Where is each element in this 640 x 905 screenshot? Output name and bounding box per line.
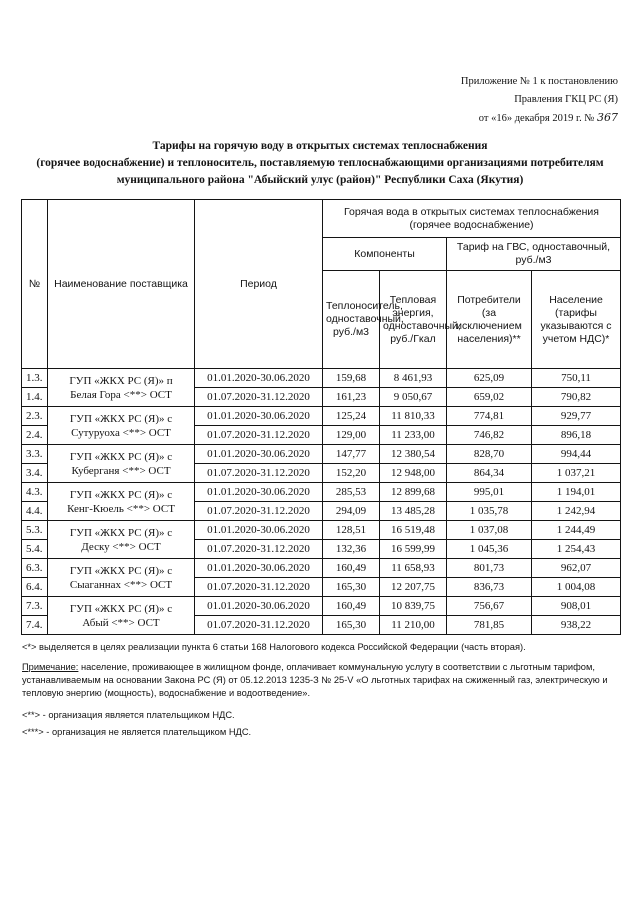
table-row xyxy=(22,445,621,464)
consumers-tariff: 1 035,78 xyxy=(447,502,532,521)
heat-energy-tariff: 12 207,75 xyxy=(380,578,447,597)
population-tariff: 1 254,43 xyxy=(532,540,621,559)
supplier-line-1: ГУП «ЖКХ РС (Я)» п xyxy=(69,374,173,387)
note-4: <***> - организация не является плательщиком НДС. xyxy=(22,727,252,737)
period: 01.01.2020-30.06.2020 xyxy=(195,445,323,464)
note-3: <**> - организация является плательщиком НДС. xyxy=(22,710,235,720)
population-tariff: 994,44 xyxy=(532,445,621,464)
heat-energy-tariff: 9 050,67 xyxy=(380,388,447,407)
heat-energy-tariff: 11 658,93 xyxy=(380,559,447,578)
period: 01.01.2020-30.06.2020 xyxy=(195,521,323,540)
consumers-tariff: 659,02 xyxy=(447,388,532,407)
population-tariff: 1 194,01 xyxy=(532,483,621,502)
row-number: 5.3. xyxy=(22,521,48,540)
supplier-name xyxy=(48,369,195,407)
carrier-tariff: 285,53 xyxy=(323,483,380,502)
table-row xyxy=(22,597,621,616)
supplier-name xyxy=(48,407,195,445)
header-components: Компоненты xyxy=(323,238,447,271)
supplier-line-1: ГУП «ЖКХ РС (Я)» с xyxy=(69,602,173,615)
consumers-tariff: 1 037,08 xyxy=(447,521,532,540)
supplier-line-1: ГУП «ЖКХ РС (Я)» с xyxy=(69,526,173,539)
heat-energy-tariff: 16 519,48 xyxy=(380,521,447,540)
carrier-tariff: 165,30 xyxy=(323,616,380,635)
appendix-date: от «16» декабря 2019 г. № xyxy=(478,113,595,124)
row-number: 7.3. xyxy=(22,597,48,616)
row-number: 6.4. xyxy=(22,578,48,597)
header-supplier: Наименование поставщика xyxy=(48,200,195,369)
population-tariff: 896,18 xyxy=(532,426,621,445)
row-number: 4.3. xyxy=(22,483,48,502)
heat-energy-tariff: 11 233,00 xyxy=(380,426,447,445)
supplier-name xyxy=(48,483,195,521)
supplier-line-2: Куберганя <**> ОСТ xyxy=(71,464,171,477)
supplier-name xyxy=(48,521,195,559)
period: 01.07.2020-31.12.2020 xyxy=(195,502,323,521)
consumers-tariff: 1 045,36 xyxy=(447,540,532,559)
period: 01.01.2020-30.06.2020 xyxy=(195,407,323,426)
supplier-line-1: ГУП «ЖКХ РС (Я)» с xyxy=(69,450,173,463)
population-tariff: 1 004,08 xyxy=(532,578,621,597)
appendix-line-2: Правления ГКЦ РС (Я) xyxy=(514,94,618,105)
period: 01.07.2020-31.12.2020 xyxy=(195,540,323,559)
header-tariff-gvs: Тариф на ГВС, одноставочный, руб./м3 xyxy=(447,238,621,271)
heat-energy-tariff: 8 461,93 xyxy=(380,369,447,388)
heat-energy-tariff: 12 948,00 xyxy=(380,464,447,483)
handwritten-number: 367 xyxy=(597,111,618,124)
table-row xyxy=(22,369,621,388)
supplier-line-2: Деску <**> ОСТ xyxy=(81,540,161,553)
table-row xyxy=(22,483,621,502)
consumers-tariff: 836,73 xyxy=(447,578,532,597)
consumers-tariff: 801,73 xyxy=(447,559,532,578)
row-number: 3.4. xyxy=(22,464,48,483)
title-line-1: Тарифы на горячую воду в открытых системах теплоснабжения xyxy=(152,140,488,152)
carrier-tariff: 152,20 xyxy=(323,464,380,483)
carrier-tariff: 165,30 xyxy=(323,578,380,597)
row-number: 6.3. xyxy=(22,559,48,578)
population-tariff: 750,11 xyxy=(532,369,621,388)
population-tariff: 908,01 xyxy=(532,597,621,616)
header-heat-energy: Тепловая энергия, одноставочный, руб./Гкал xyxy=(380,271,447,369)
header-consumers: Потребители (за исключением населения)** xyxy=(447,271,532,369)
header-period: Период xyxy=(195,200,323,369)
supplier-line-2: Сыаганнах <**> ОСТ xyxy=(69,578,173,591)
supplier-line-2: Белая Гора <**> ОСТ xyxy=(70,388,172,401)
row-number: 5.4. xyxy=(22,540,48,559)
population-tariff: 790,82 xyxy=(532,388,621,407)
heat-energy-tariff: 13 485,28 xyxy=(380,502,447,521)
supplier-line-2: Сутуруоха <**> ОСТ xyxy=(71,426,171,439)
supplier-name xyxy=(48,597,195,635)
row-number: 2.3. xyxy=(22,407,48,426)
note-2 xyxy=(22,661,622,700)
supplier-line-2: Абый <**> ОСТ xyxy=(82,616,160,629)
table-row xyxy=(22,521,621,540)
population-tariff: 1 242,94 xyxy=(532,502,621,521)
note-1: <*> выделяется в целях реализации пункта 6 статьи 168 Налогового кодекса Российской Федерации (часть вторая). xyxy=(22,642,526,652)
appendix-line-3 xyxy=(358,109,618,128)
population-tariff: 1 244,49 xyxy=(532,521,621,540)
period: 01.07.2020-31.12.2020 xyxy=(195,388,323,407)
carrier-tariff: 125,24 xyxy=(323,407,380,426)
table-body xyxy=(22,369,621,635)
header-population: Население (тарифы указываются с учетом НДС)* xyxy=(532,271,621,369)
carrier-tariff: 160,49 xyxy=(323,597,380,616)
consumers-tariff: 756,67 xyxy=(447,597,532,616)
consumers-tariff: 746,82 xyxy=(447,426,532,445)
tariff-table xyxy=(21,199,621,635)
note-2-text: население, проживающее в жилищном фонде, оплачивает коммунальную услугу в соответствии с льготным тарифом, устанавливаемым на основании Закона РС (Я) от 05.12.2013 1235-З № 25-V «О льготных тарифах на сжиженный газ, электрическую и тепловую энергию (мощность), водоснабжение и водоотведение». xyxy=(22,662,608,698)
population-tariff: 938,22 xyxy=(532,616,621,635)
period: 01.01.2020-30.06.2020 xyxy=(195,559,323,578)
period: 01.07.2020-31.12.2020 xyxy=(195,578,323,597)
supplier-name xyxy=(48,445,195,483)
heat-energy-tariff: 12 380,54 xyxy=(380,445,447,464)
row-number: 3.3. xyxy=(22,445,48,464)
population-tariff: 929,77 xyxy=(532,407,621,426)
population-tariff: 962,07 xyxy=(532,559,621,578)
appendix-line-1: Приложение № 1 к постановлению xyxy=(460,76,618,87)
consumers-tariff: 864,34 xyxy=(447,464,532,483)
consumers-tariff: 781,85 xyxy=(447,616,532,635)
consumers-tariff: 828,70 xyxy=(447,445,532,464)
supplier-line-1: ГУП «ЖКХ РС (Я)» с xyxy=(69,412,173,425)
heat-energy-tariff: 12 899,68 xyxy=(380,483,447,502)
row-number: 2.4. xyxy=(22,426,48,445)
period: 01.01.2020-30.06.2020 xyxy=(195,483,323,502)
appendix-header xyxy=(358,73,618,128)
carrier-tariff: 132,36 xyxy=(323,540,380,559)
period: 01.07.2020-31.12.2020 xyxy=(195,426,323,445)
consumers-tariff: 995,01 xyxy=(447,483,532,502)
period: 01.01.2020-30.06.2020 xyxy=(195,597,323,616)
carrier-tariff: 147,77 xyxy=(323,445,380,464)
carrier-tariff: 128,51 xyxy=(323,521,380,540)
period: 01.07.2020-31.12.2020 xyxy=(195,464,323,483)
supplier-name xyxy=(48,559,195,597)
carrier-tariff: 161,23 xyxy=(323,388,380,407)
carrier-tariff: 160,49 xyxy=(323,559,380,578)
header-carrier: Теплоноситель, одноставочный, руб./м3 xyxy=(323,271,380,369)
heat-energy-tariff: 11 210,00 xyxy=(380,616,447,635)
document-title xyxy=(20,138,620,189)
title-line-2: (горячее водоснабжение) и теплоноситель, поставляемую теплоснабжающими организациями потребителям xyxy=(36,157,604,169)
row-number: 1.4. xyxy=(22,388,48,407)
consumers-tariff: 625,09 xyxy=(447,369,532,388)
table-row xyxy=(22,407,621,426)
heat-energy-tariff: 16 599,99 xyxy=(380,540,447,559)
carrier-tariff: 129,00 xyxy=(323,426,380,445)
supplier-line-2: Кенг-Кюель <**> ОСТ xyxy=(67,502,175,515)
row-number: 1.3. xyxy=(22,369,48,388)
heat-energy-tariff: 10 839,75 xyxy=(380,597,447,616)
population-tariff: 1 037,21 xyxy=(532,464,621,483)
note-2-label: Примечание: xyxy=(22,662,79,672)
carrier-tariff: 294,09 xyxy=(323,502,380,521)
carrier-tariff: 159,68 xyxy=(323,369,380,388)
period: 01.07.2020-31.12.2020 xyxy=(195,616,323,635)
supplier-line-1: ГУП «ЖКХ РС (Я)» с xyxy=(69,564,173,577)
header-num: № xyxy=(22,200,48,369)
heat-energy-tariff: 11 810,33 xyxy=(380,407,447,426)
header-hot-water: Горячая вода в открытых системах теплоснабжения (горячее водоснабжение) xyxy=(323,200,621,238)
title-line-3: муниципального района "Абыйский улус (район)" Республики Саха (Якутия) xyxy=(116,174,524,186)
supplier-line-1: ГУП «ЖКХ РС (Я)» с xyxy=(69,488,173,501)
period: 01.01.2020-30.06.2020 xyxy=(195,369,323,388)
consumers-tariff: 774,81 xyxy=(447,407,532,426)
row-number: 4.4. xyxy=(22,502,48,521)
table-row xyxy=(22,559,621,578)
row-number: 7.4. xyxy=(22,616,48,635)
